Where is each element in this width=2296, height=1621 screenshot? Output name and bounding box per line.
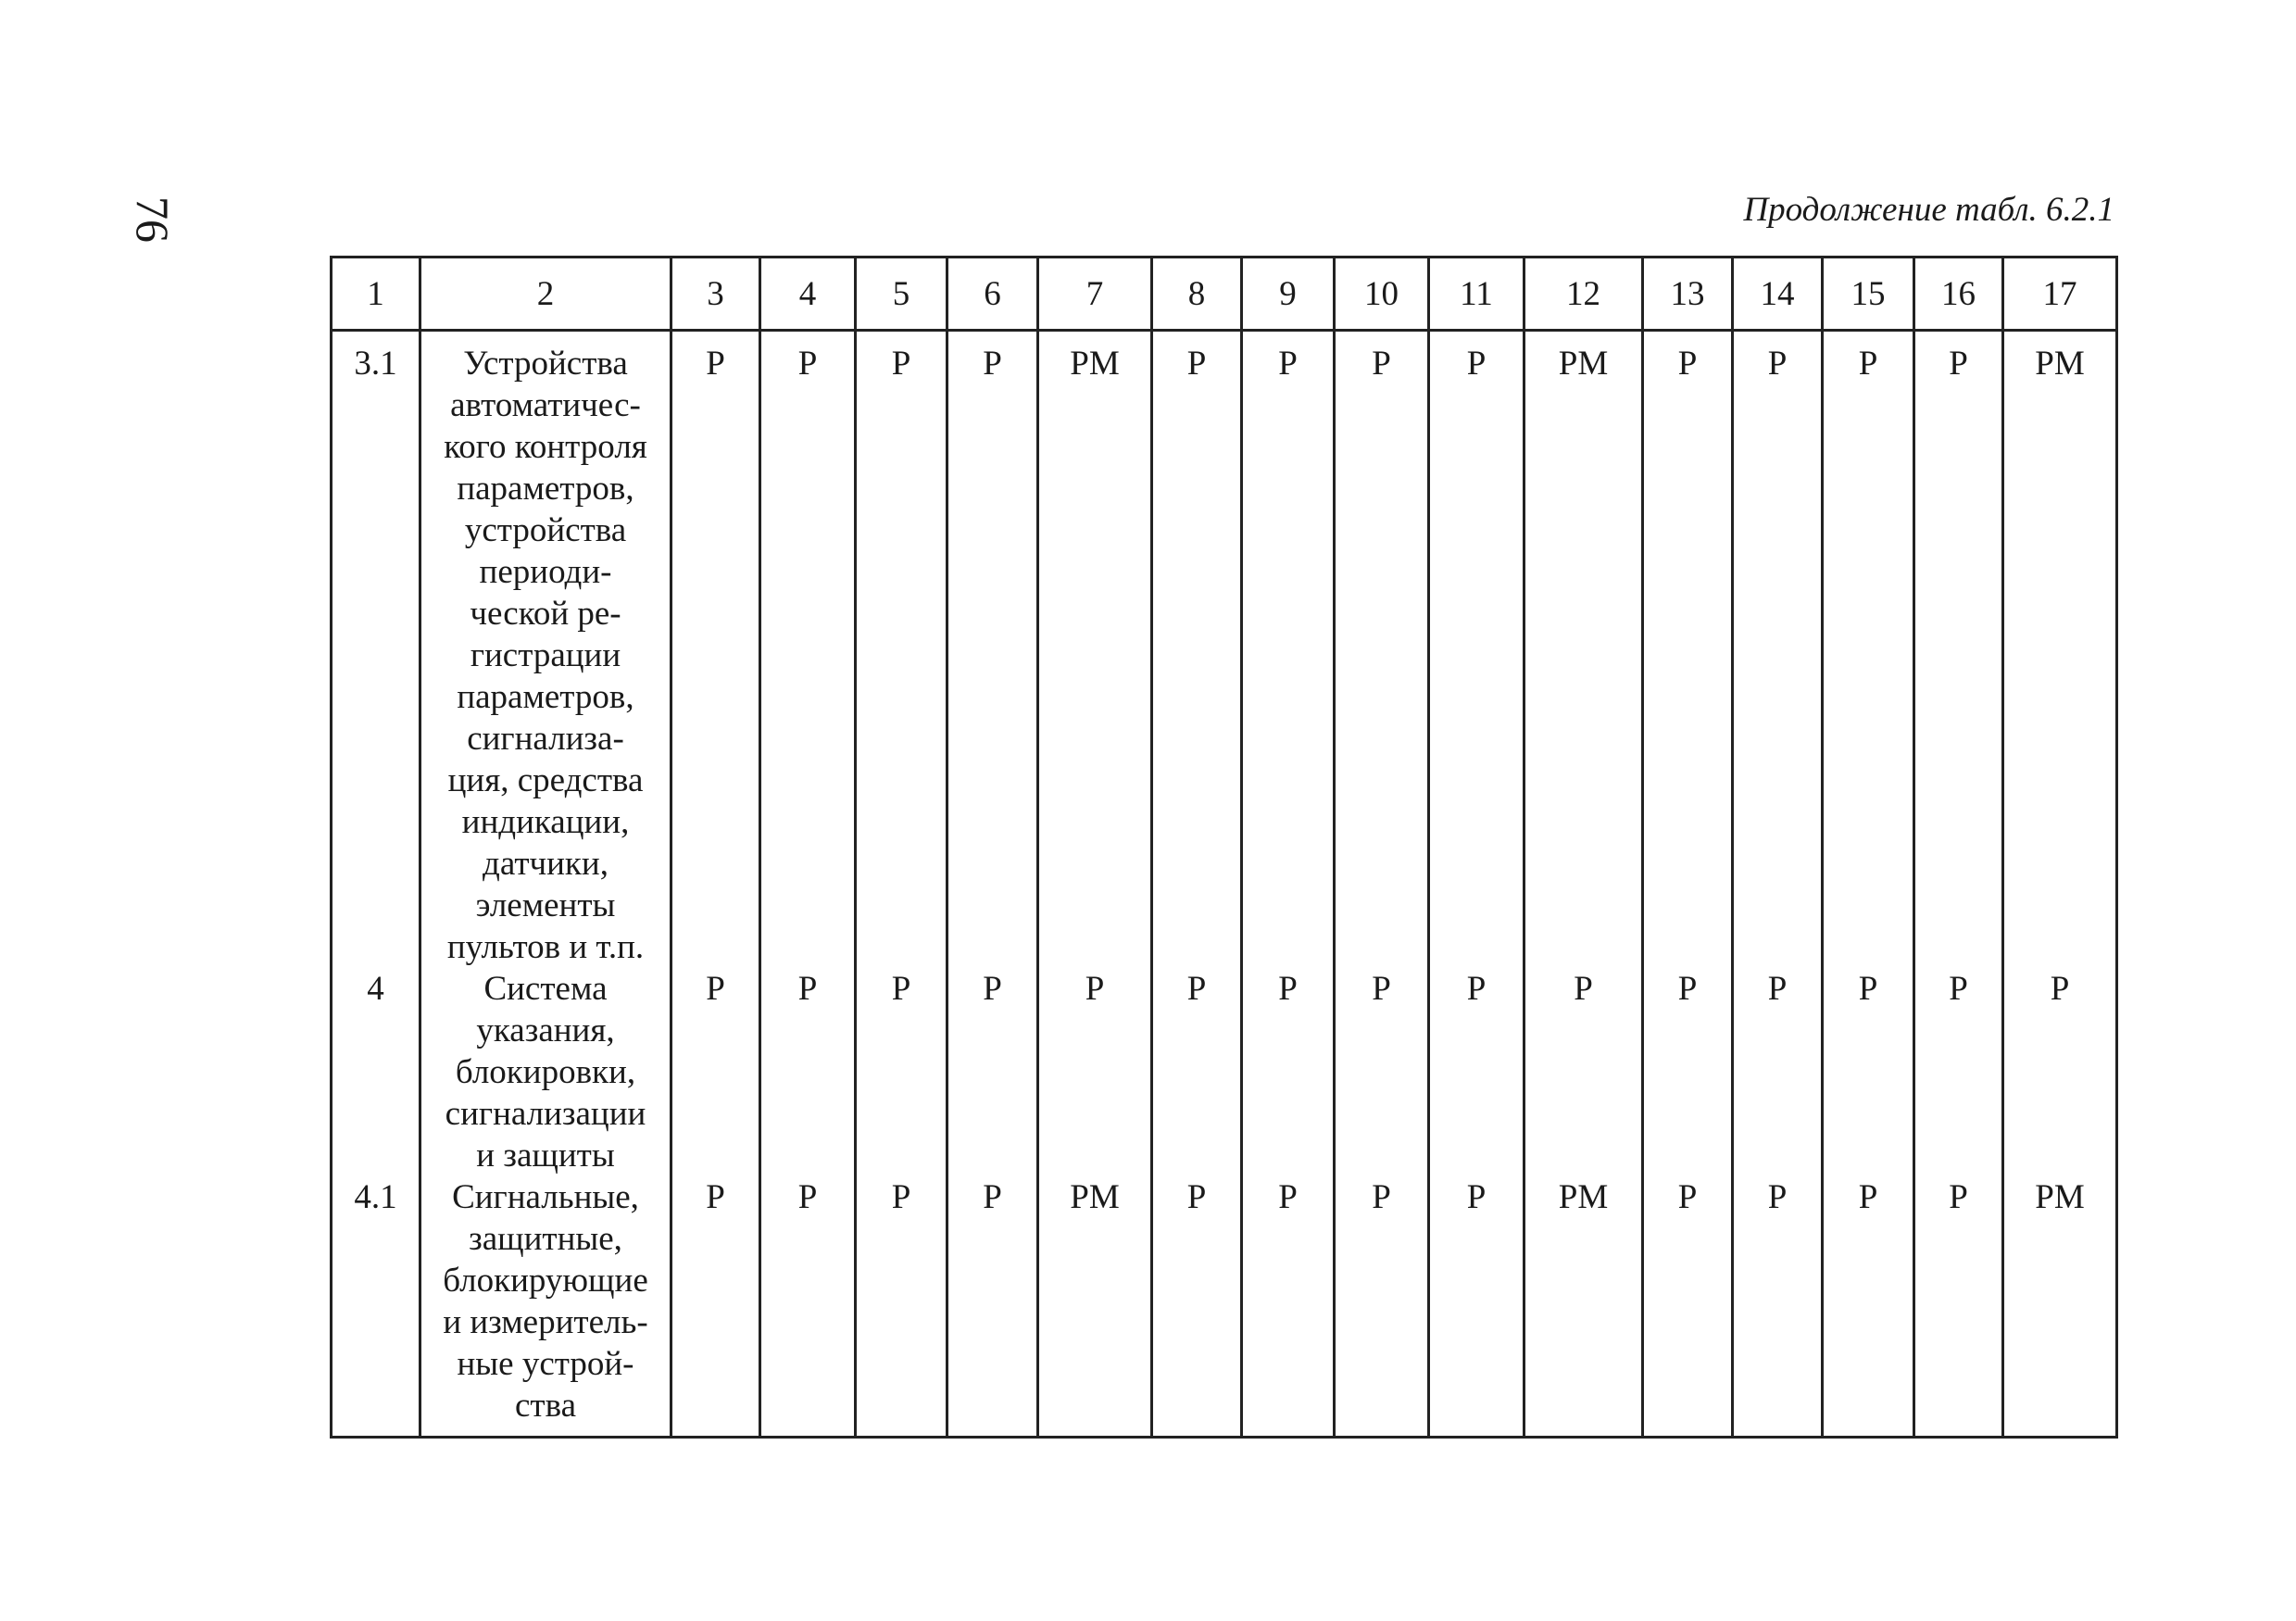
table-cell: Р [1429,968,1524,1176]
table-cell: Р [1823,331,1914,969]
table-cell: Р [1524,968,1643,1176]
table-cell: Р [1429,331,1524,969]
table-cell: РМ [2003,331,2117,969]
table-cell: Р [760,968,856,1176]
table-cell: Р [1914,331,2003,969]
table-cell: Р [671,1176,760,1438]
row-number: 4.1 [332,1176,420,1438]
table-cell: Р [1242,1176,1335,1438]
table-row [332,968,2117,1176]
column-header: 7 [1038,258,1152,331]
table-cell: Р [947,1176,1038,1438]
table-cell: Р [671,968,760,1176]
table-cell: Р [760,331,856,969]
row-number: 3.1 [332,331,420,969]
table-cell: Р [1242,968,1335,1176]
row-name: Устройства автоматичес- кого контроля параметров, устройства периоди- ческой ре- гистрации параметров, сигнализа- ция, средства индикации, датчики, элементы пультов и т.п. [420,331,671,969]
table-cell: Р [1152,331,1242,969]
table-cell: РМ [1038,1176,1152,1438]
table-cell: Р [1242,331,1335,969]
column-header: 2 [420,258,671,331]
page-number: 76 [127,196,179,243]
table-cell: Р [1152,1176,1242,1438]
table-cell: РМ [1038,331,1152,969]
table-row [332,1176,2117,1438]
row-number: 4 [332,968,420,1176]
column-header: 5 [856,258,947,331]
table-cell: Р [1823,968,1914,1176]
table-cell: Р [856,331,947,969]
row-name: Система указания, блокировки, сигнализации и защиты [420,968,671,1176]
column-header: 11 [1429,258,1524,331]
table-row [332,331,2117,969]
table-cell: Р [856,968,947,1176]
table-cell: Р [1429,1176,1524,1438]
table-cell: Р [1733,1176,1823,1438]
table-cell: Р [1733,968,1823,1176]
table-cell: Р [1038,968,1152,1176]
table-cell: Р [1643,1176,1733,1438]
column-header: 1 [332,258,420,331]
table-cell: Р [671,331,760,969]
table-cell: РМ [1524,1176,1643,1438]
table-cell: РМ [1524,331,1643,969]
table-cell: Р [856,1176,947,1438]
column-header: 17 [2003,258,2117,331]
column-header: 9 [1242,258,1335,331]
table-cell: Р [1914,1176,2003,1438]
table-cell: Р [1643,968,1733,1176]
table-cell: Р [947,331,1038,969]
table-cell: Р [760,1176,856,1438]
table-cell: Р [1335,968,1429,1176]
table-cell: РМ [2003,1176,2117,1438]
column-header: 14 [1733,258,1823,331]
column-header: 12 [1524,258,1643,331]
table-caption: Продолжение табл. 6.2.1 [1743,191,2114,229]
column-header: 15 [1823,258,1914,331]
header-row [332,258,2117,331]
column-header: 6 [947,258,1038,331]
column-header: 16 [1914,258,2003,331]
data-table [330,256,2118,1439]
table-cell: Р [1823,1176,1914,1438]
table-cell: Р [1335,331,1429,969]
column-header: 4 [760,258,856,331]
table-cell: Р [1733,331,1823,969]
table-cell: Р [947,968,1038,1176]
table-cell: Р [1152,968,1242,1176]
column-header: 8 [1152,258,1242,331]
table-cell: Р [1914,968,2003,1176]
table-cell: Р [1643,331,1733,969]
row-name: Сигнальные, защитные, блокирующие и измеритель- ные устрой- ства [420,1176,671,1438]
table-cell: Р [2003,968,2117,1176]
table-cell: Р [1335,1176,1429,1438]
column-header: 3 [671,258,760,331]
column-header: 13 [1643,258,1733,331]
column-header: 10 [1335,258,1429,331]
